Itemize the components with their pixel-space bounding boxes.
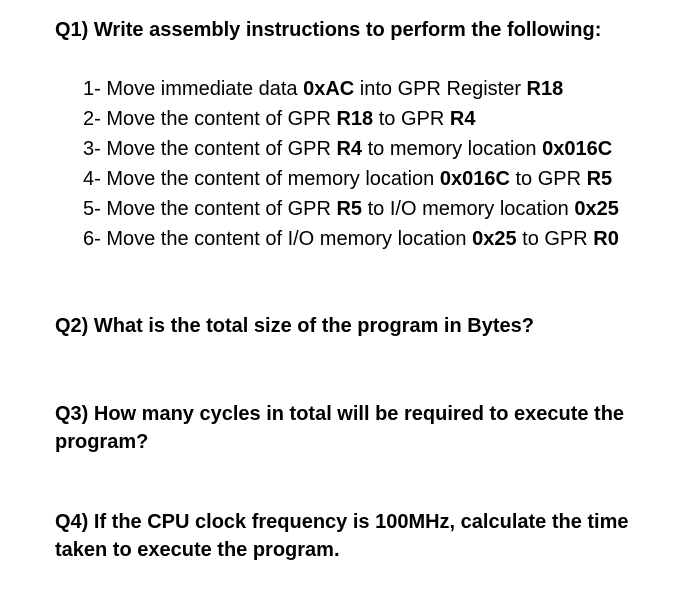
task-text: Move the content of GPR [106, 198, 337, 220]
task-text: Move the content of I/O memory location [106, 228, 473, 250]
task-text: to memory location [362, 138, 543, 160]
task-text: Move the content of GPR [106, 108, 337, 130]
task-text: Move the content of memory location [106, 168, 440, 190]
task-value: 0xAC [303, 78, 355, 100]
task-item [83, 74, 619, 104]
task-register: R4 [449, 108, 476, 130]
task-item [83, 104, 619, 134]
task-register: R4 [336, 138, 363, 160]
task-address: 0x016C [542, 138, 613, 160]
question-4: Q4) If the CPU clock frequency is 100MHz, calculate the time taken to execute the program. [55, 511, 629, 561]
task-item [83, 224, 619, 254]
task-address: 0x25 [472, 228, 517, 250]
task-list [83, 74, 619, 254]
task-register: R5 [586, 168, 613, 190]
task-text: Move the content of GPR [106, 138, 337, 160]
question-1: Q1) Write assembly instructions to perform the following: [55, 19, 602, 41]
task-text: to I/O memory location [362, 198, 575, 220]
task-item [83, 134, 619, 164]
task-text: Move immediate data [106, 78, 304, 100]
task-item [83, 194, 619, 224]
task-number: 4- [83, 168, 107, 190]
task-number: 3- [83, 138, 107, 160]
task-register: R0 [593, 228, 619, 250]
question-3: Q3) How many cycles in total will be required to execute the program? [55, 403, 625, 453]
task-register: R5 [336, 198, 363, 220]
task-number: 6- [83, 228, 107, 250]
question-2: Q2) What is the total size of the program in Bytes? [55, 315, 534, 337]
task-text: to GPR [373, 108, 450, 130]
task-item [83, 164, 619, 194]
task-text: to GPR [509, 168, 587, 190]
task-text: to GPR [516, 228, 594, 250]
task-number: 2- [83, 108, 107, 130]
task-register: R18 [336, 108, 374, 130]
task-address: 0x016C [439, 168, 510, 190]
task-address: 0x25 [574, 198, 619, 220]
task-number: 1- [83, 78, 107, 100]
task-text: into GPR Register [354, 78, 527, 100]
task-register: R18 [526, 78, 564, 100]
task-number: 5- [83, 198, 107, 220]
